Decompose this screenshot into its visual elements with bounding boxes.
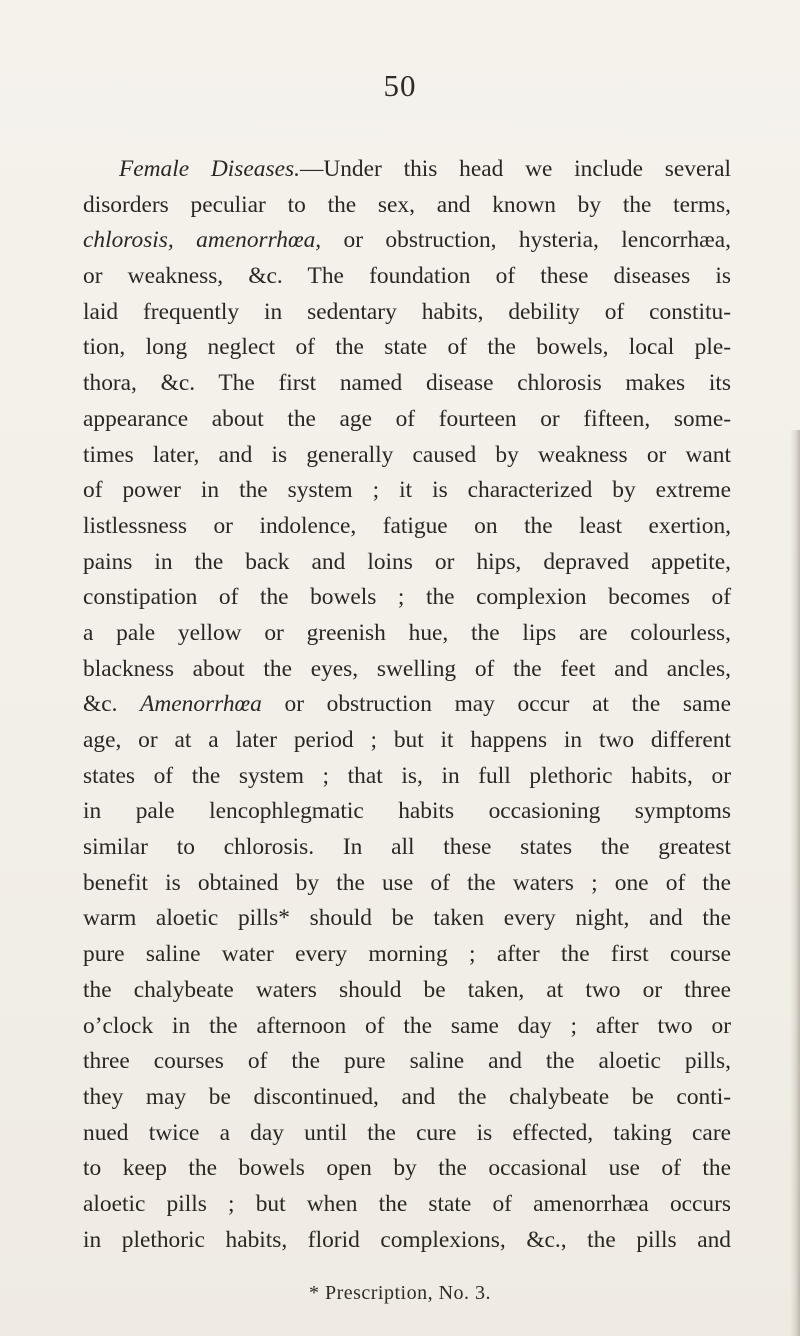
text-run: times later, and is generally caused by weakness or want: [83, 441, 731, 468]
text-line: [83, 259, 731, 295]
text-run: —Under this head we include several: [299, 156, 731, 182]
text-line: [83, 687, 731, 723]
text-run: a pale yellow or greenish hue, the lips are colourless,: [83, 619, 731, 646]
text-line: [83, 830, 731, 866]
text-line: [83, 366, 731, 402]
text-run: tion, long neglect of the state of the bowels, local ple-: [83, 334, 731, 361]
text-run: aloetic pills ; but when the state of amenorrhæa occurs: [83, 1190, 731, 1217]
text-run: warm aloetic pills* should be taken every night, and the: [83, 905, 731, 932]
text-line: [83, 937, 731, 973]
text-run: blackness about the eyes, swelling of the feet and ancles,: [83, 655, 731, 682]
text-line: [83, 1080, 731, 1116]
text-line: [83, 1151, 731, 1187]
text-run: listlessness or indolence, fatigue on the least exertion,: [83, 512, 731, 539]
body-text: [83, 152, 731, 1258]
page-edge-shadow: [790, 430, 800, 1336]
text-line: [83, 1187, 731, 1223]
text-line: [83, 1009, 731, 1045]
text-line: [83, 973, 731, 1009]
text-run: pains in the back and loins or hips, depraved appetite,: [83, 548, 731, 575]
text-run: thora, &c. The first named disease chlorosis makes its: [83, 370, 731, 397]
text-run: to keep the bowels open by the occasional use of the: [83, 1155, 731, 1182]
text-line: [83, 1116, 731, 1152]
text-line: [83, 438, 731, 474]
text-run: disorders peculiar to the sex, and known by the terms,: [83, 191, 731, 218]
text-line: [83, 295, 731, 331]
text-line: [83, 402, 731, 438]
text-run: &c.: [83, 691, 141, 718]
text-line: [83, 794, 731, 830]
text-run: or obstruction may occur at the same: [261, 691, 731, 718]
text-line: [83, 652, 731, 688]
text-run: benefit is obtained by the use of the waters ; one of the: [83, 869, 731, 896]
text-line: [83, 1044, 731, 1080]
text-line: [83, 616, 731, 652]
text-run: of power in the system ; it is characterized by extreme: [83, 477, 731, 504]
text-run: constipation of the bowels ; the complexion becomes of: [83, 584, 731, 611]
text-run: states of the system ; that is, in full plethoric habits, or: [83, 762, 731, 789]
text-line: [83, 545, 731, 581]
italic-term: Amenorrhœa: [140, 691, 262, 718]
text-line: [83, 473, 731, 509]
text-line: [83, 901, 731, 937]
text-line: [83, 188, 731, 224]
text-line: [83, 580, 731, 616]
page-number: 50: [383, 68, 417, 103]
text-run: or obstruction, hysteria, lencorrhæa,: [321, 227, 731, 254]
text-run: three courses of the pure saline and the aloetic pills,: [83, 1048, 731, 1075]
text-run: they may be discontinued, and the chalybeate be conti-: [83, 1083, 731, 1110]
text-run: nued twice a day until the cure is effected, taking care: [83, 1119, 731, 1146]
text-line: [83, 223, 731, 259]
text-line: [83, 152, 731, 188]
text-run: appearance about the age of fourteen or fifteen, some-: [83, 405, 731, 432]
text-line: [83, 330, 731, 366]
text-run: similar to chlorosis. In all these states the greatest: [83, 834, 731, 861]
text-run: age, or at a later period ; but it happens in two different: [83, 727, 731, 753]
text-run: laid frequently in sedentary habits, debility of constitu-: [83, 298, 731, 325]
text-line: [83, 509, 731, 545]
text-run: in plethoric habits, florid complexions, &c., the pills and: [83, 1226, 731, 1253]
text-line: [83, 723, 731, 759]
text-run: pure saline water every morning ; after the first course: [83, 941, 731, 968]
text-line: [83, 759, 731, 795]
text-line: [83, 866, 731, 902]
text-run: or weakness, &c. The foundation of these diseases is: [83, 263, 731, 290]
text-run: the chalybeate waters should be taken, at two or three: [83, 976, 731, 1003]
italic-term: chlorosis, amenorrhœa,: [83, 227, 322, 254]
italic-term: Female Diseases.: [119, 156, 300, 182]
text-line: [83, 1223, 731, 1259]
text-run: o’clock in the afternoon of the same day ; after two or: [83, 1012, 731, 1039]
footnote: * Prescription, No. 3.: [308, 1282, 492, 1304]
text-run: in pale lencophlegmatic habits occasioning symptoms: [83, 798, 731, 825]
